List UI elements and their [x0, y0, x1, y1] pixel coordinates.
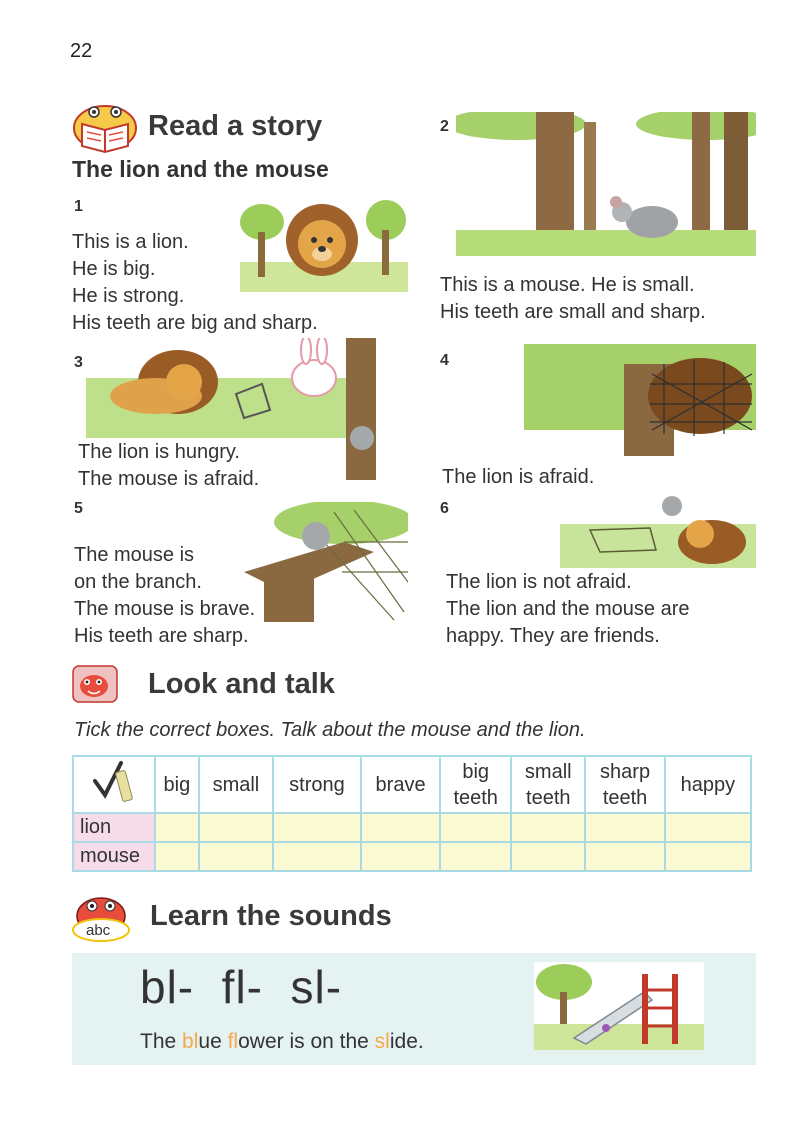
panel-6-line-1: The lion is not afraid.: [446, 571, 632, 593]
panel-6-number: 6: [440, 500, 449, 517]
panel-1-line-3: He is strong.: [72, 285, 185, 307]
tick-box[interactable]: [585, 842, 664, 871]
read-story-heading: Read a story: [148, 110, 323, 142]
panel-6-lion-mouse-friends-illustration: [560, 494, 756, 568]
tick-box[interactable]: [665, 842, 751, 871]
panel-2-mouse-forest-illustration: [456, 112, 756, 256]
tick-pencil-cell: [73, 756, 155, 813]
panel-5-line-1: The mouse is: [74, 544, 195, 566]
panel-5-number: 5: [74, 500, 83, 517]
panel-5-line-3: The mouse is brave.: [74, 598, 256, 620]
panel-2-number: 2: [440, 118, 449, 135]
panel-2-line-1: This is a mouse. He is small.: [440, 274, 695, 296]
panel-1-line-4: His teeth are big and sharp.: [72, 312, 318, 334]
panel-5-line-2: on the branch.: [74, 571, 202, 593]
panel-4-number: 4: [440, 352, 449, 369]
tick-box[interactable]: [155, 842, 199, 871]
tick-pencil-icon: [89, 757, 139, 805]
panel-5-line-4: His teeth are sharp.: [74, 625, 249, 647]
table-row: [73, 813, 751, 842]
tick-box[interactable]: [361, 842, 440, 871]
panel-3-line-1: The lion is hungry.: [78, 441, 240, 463]
col-strong: strong: [273, 756, 361, 813]
col-small: small: [199, 756, 273, 813]
panel-3-number: 3: [74, 354, 83, 371]
look-talk-heading: Look and talk: [148, 668, 335, 700]
tick-box[interactable]: [585, 813, 664, 842]
tick-box[interactable]: [199, 842, 273, 871]
blend-sl: sl: [374, 1030, 390, 1053]
tick-box[interactable]: [199, 813, 273, 842]
panel-4-lion-in-net-illustration: [524, 344, 756, 456]
look-talk-instruction: Tick the correct boxes. Talk about the mouse and the lion.: [74, 719, 586, 741]
sounds-sentence: The blue flower is on the slide.: [140, 1030, 424, 1053]
talk-icon: [72, 662, 120, 704]
col-small-teeth: small teeth: [511, 756, 585, 813]
panel-1-line-2: He is big.: [72, 258, 156, 280]
row-label-lion: lion: [73, 813, 155, 842]
sounds-heading: Learn the sounds: [150, 900, 392, 932]
tick-box[interactable]: [273, 813, 361, 842]
col-happy: happy: [665, 756, 751, 813]
col-big: big: [155, 756, 199, 813]
panel-2-line-2: His teeth are small and sharp.: [440, 301, 706, 323]
page-number: 22: [70, 40, 93, 62]
panel-1-number: 1: [74, 198, 83, 215]
tick-box[interactable]: [511, 842, 585, 871]
panel-3-line-2: The mouse is afraid.: [78, 468, 260, 490]
abc-ladybug-icon: [70, 892, 132, 942]
tick-box[interactable]: [273, 842, 361, 871]
panel-6-line-3: happy. They are friends.: [446, 625, 660, 647]
col-big-teeth: big teeth: [440, 756, 511, 813]
tick-box[interactable]: [361, 813, 440, 842]
panel-6-line-2: The lion and the mouse are: [446, 598, 690, 620]
sound-blends: bl- fl- sl-: [140, 961, 343, 1013]
panel-4-line-1: The lion is afraid.: [442, 466, 595, 488]
story-title: The lion and the mouse: [72, 156, 329, 182]
table-header-row: [73, 756, 751, 813]
tick-box[interactable]: [511, 813, 585, 842]
slide-illustration: [534, 962, 704, 1050]
col-brave: brave: [361, 756, 440, 813]
book-icon: [72, 98, 138, 154]
panel-1-line-1: This is a lion.: [72, 231, 189, 253]
blend-fl: fl: [227, 1030, 239, 1053]
abc-icon-label: abc: [86, 922, 111, 939]
row-label-mouse: mouse: [73, 842, 155, 871]
blend-bl: bl: [182, 1030, 199, 1053]
tick-box[interactable]: [665, 813, 751, 842]
tick-box[interactable]: [440, 813, 511, 842]
tick-box[interactable]: [155, 813, 199, 842]
table-row: [73, 842, 751, 871]
tick-table: [72, 755, 752, 872]
tick-box[interactable]: [440, 842, 511, 871]
col-sharp-teeth: sharp teeth: [585, 756, 664, 813]
